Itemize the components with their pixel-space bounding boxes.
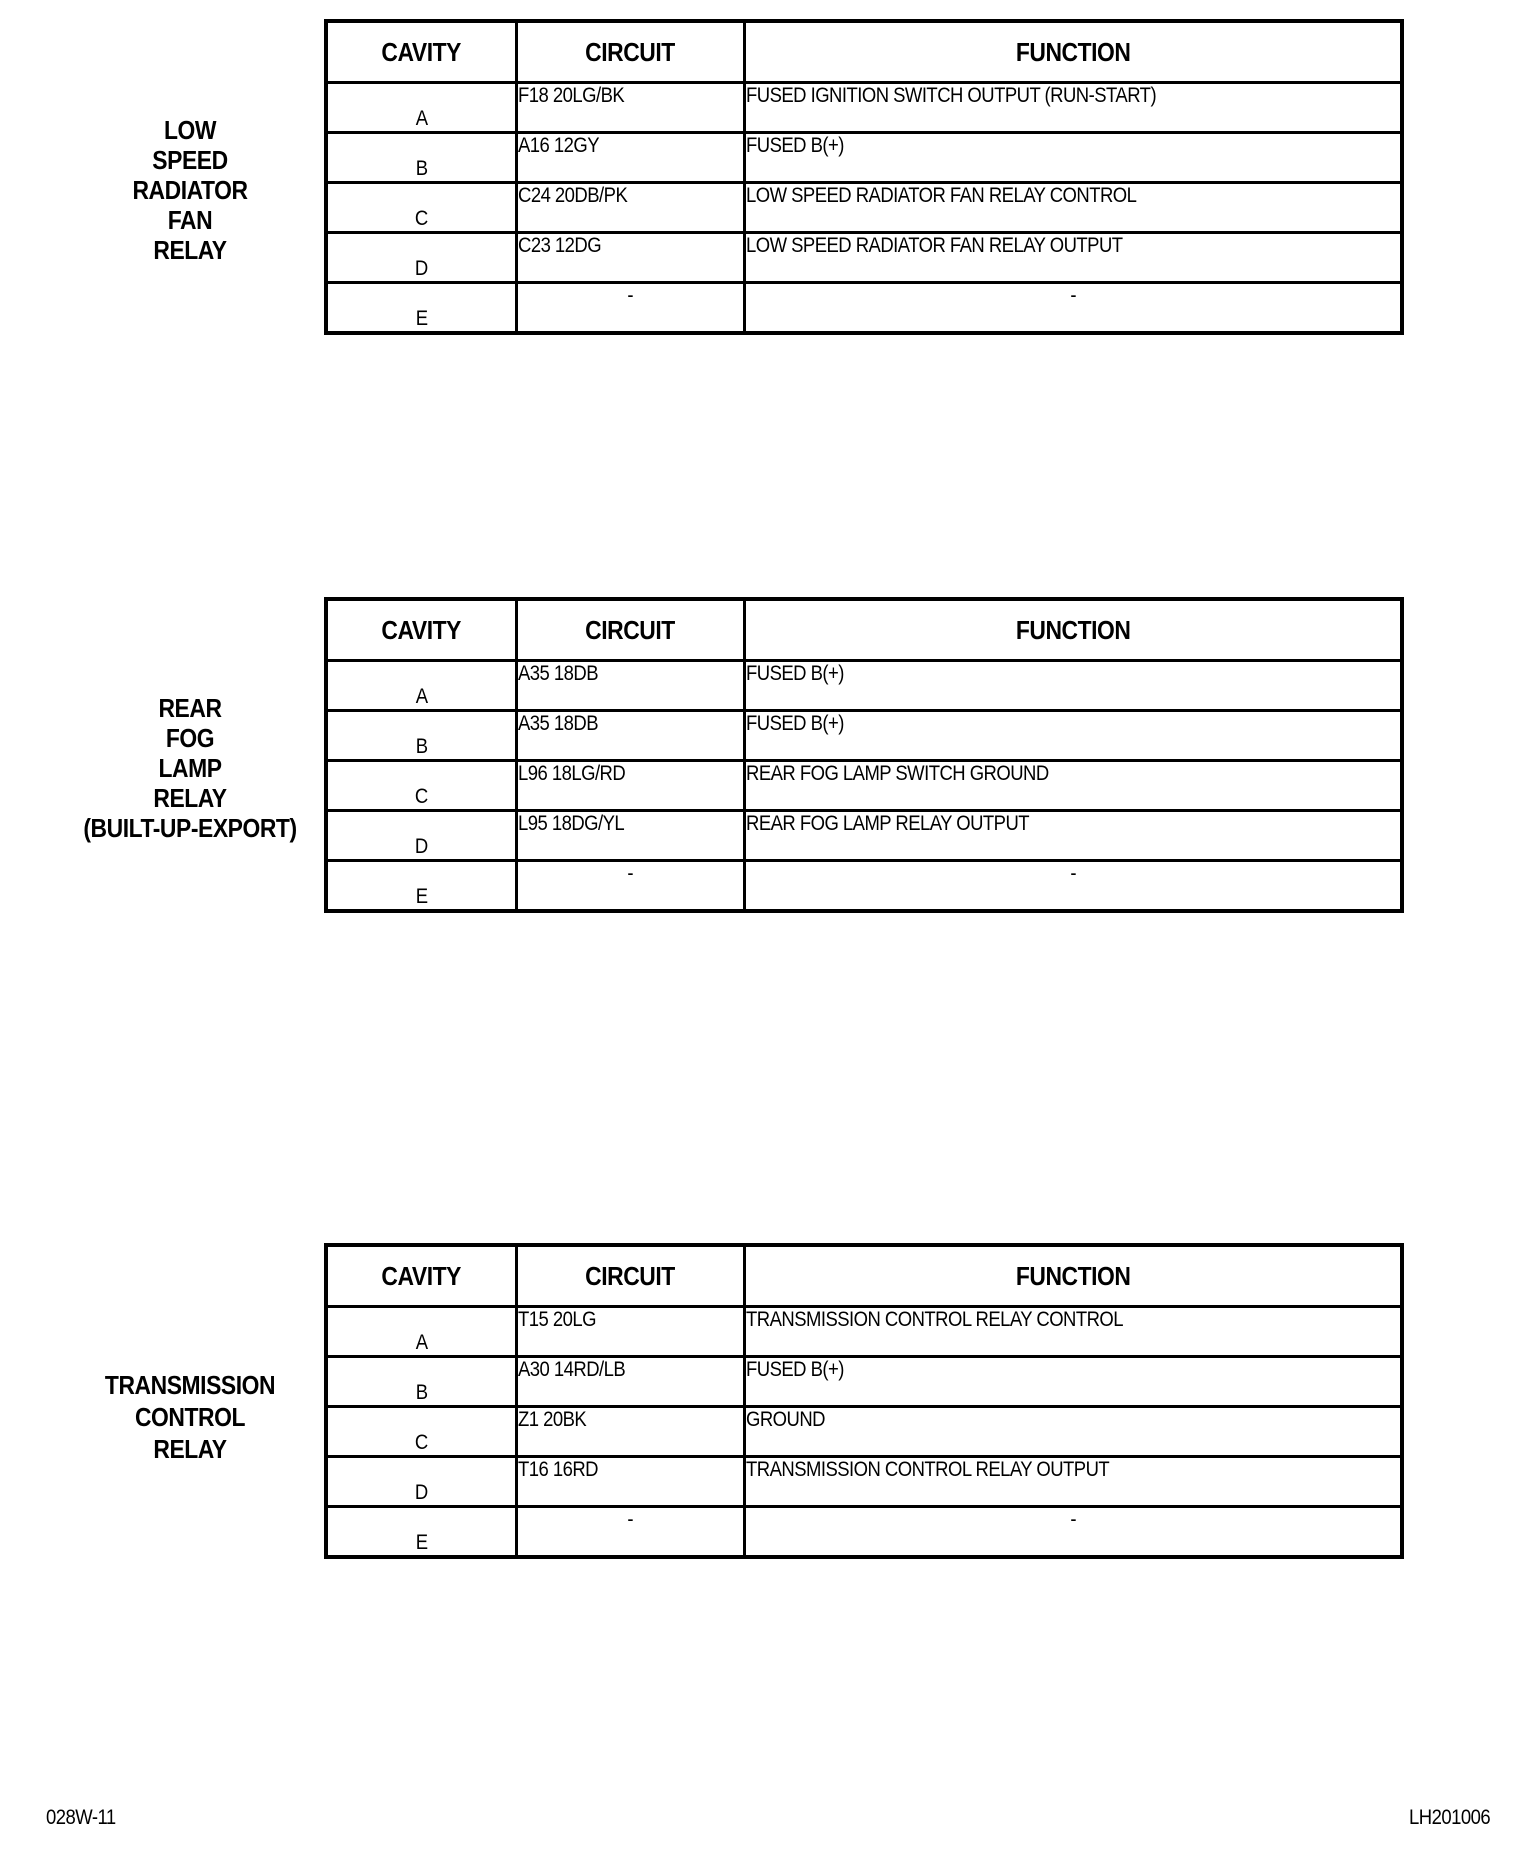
section-label-line: RADIATOR <box>132 175 248 205</box>
section-label-line: CONTROL <box>134 1402 246 1432</box>
table-row <box>326 1457 1402 1507</box>
table-header-row <box>326 1245 1402 1307</box>
circuit-cell: - <box>516 1507 744 1558</box>
table-row <box>326 1357 1402 1407</box>
function-cell: TRANSMISSION CONTROL RELAY CONTROL <box>744 1307 1402 1357</box>
figure-code-left: 028W-11 <box>46 1806 116 1829</box>
pinout-section-low-speed-radiator-fan-relay <box>0 19 1536 333</box>
section-label <box>76 693 305 843</box>
circuit-cell: C23 12DG <box>516 233 744 283</box>
table-header-row <box>326 21 1402 83</box>
function-cell: - <box>744 861 1402 912</box>
section-label-line: FOG <box>165 723 215 753</box>
function-cell: FUSED IGNITION SWITCH OUTPUT (RUN-START) <box>744 83 1402 133</box>
table-row <box>326 861 1402 912</box>
circuit-cell: A30 14RD/LB <box>516 1357 744 1407</box>
circuit-cell: L95 18DG/YL <box>516 811 744 861</box>
circuit-cell: L96 18LG/RD <box>516 761 744 811</box>
table-row <box>326 761 1402 811</box>
cavity-cell: C <box>326 183 516 233</box>
function-header: FUNCTION <box>744 599 1402 661</box>
section-label-line: RELAY <box>153 235 227 265</box>
section-label-line: REAR <box>158 693 222 723</box>
cavity-cell: D <box>326 811 516 861</box>
function-cell: FUSED B(+) <box>744 133 1402 183</box>
table-row <box>326 233 1402 283</box>
cavity-cell: B <box>326 711 516 761</box>
function-header: FUNCTION <box>744 21 1402 83</box>
cavity-cell: A <box>326 83 516 133</box>
table-row <box>326 1507 1402 1558</box>
function-cell: REAR FOG LAMP RELAY OUTPUT <box>744 811 1402 861</box>
function-header: FUNCTION <box>744 1245 1402 1307</box>
circuit-cell: A16 12GY <box>516 133 744 183</box>
cavity-cell: C <box>326 1407 516 1457</box>
circuit-cell: T16 16RD <box>516 1457 744 1507</box>
table-row <box>326 83 1402 133</box>
table-row <box>326 283 1402 334</box>
cavity-cell: A <box>326 1307 516 1357</box>
circuit-header: CIRCUIT <box>516 1245 744 1307</box>
section-label-line: TRANSMISSION <box>104 1370 276 1400</box>
table-row <box>326 1307 1402 1357</box>
circuit-header: CIRCUIT <box>516 599 744 661</box>
cavity-cell: A <box>326 661 516 711</box>
circuit-cell: C24 20DB/PK <box>516 183 744 233</box>
cavity-header: CAVITY <box>326 1245 516 1307</box>
function-cell: - <box>744 1507 1402 1558</box>
circuit-cell: A35 18DB <box>516 711 744 761</box>
function-cell: FUSED B(+) <box>744 1357 1402 1407</box>
section-label <box>76 115 305 265</box>
cavity-cell: C <box>326 761 516 811</box>
table-row <box>326 811 1402 861</box>
function-cell: TRANSMISSION CONTROL RELAY OUTPUT <box>744 1457 1402 1507</box>
function-cell: - <box>744 283 1402 334</box>
circuit-cell: T15 20LG <box>516 1307 744 1357</box>
cavity-header: CAVITY <box>326 599 516 661</box>
cavity-cell: B <box>326 133 516 183</box>
function-cell: REAR FOG LAMP SWITCH GROUND <box>744 761 1402 811</box>
pinout-section-transmission-control-relay <box>0 1243 1536 1557</box>
table-row <box>326 711 1402 761</box>
circuit-header: CIRCUIT <box>516 21 744 83</box>
function-cell: LOW SPEED RADIATOR FAN RELAY OUTPUT <box>744 233 1402 283</box>
function-cell: GROUND <box>744 1407 1402 1457</box>
cavity-cell: E <box>326 1507 516 1558</box>
section-label-line: (BUILT-UP-EXPORT) <box>83 813 297 843</box>
section-label-line: RELAY <box>153 1434 227 1464</box>
circuit-cell: - <box>516 861 744 912</box>
cavity-cell: E <box>326 861 516 912</box>
table-row <box>326 133 1402 183</box>
section-label <box>76 1369 305 1465</box>
figure-code-right: LH201006 <box>1408 1806 1490 1829</box>
cavity-cell: D <box>326 1457 516 1507</box>
table-header-row <box>326 599 1402 661</box>
section-label-line: RELAY <box>153 783 227 813</box>
function-cell: FUSED B(+) <box>744 661 1402 711</box>
section-label-line: LOW <box>163 115 217 145</box>
circuit-cell: F18 20LG/BK <box>516 83 744 133</box>
table-row <box>326 661 1402 711</box>
circuit-cell: - <box>516 283 744 334</box>
table-row <box>326 1407 1402 1457</box>
cavity-cell: D <box>326 233 516 283</box>
pinout-table <box>324 1243 1404 1559</box>
cavity-header: CAVITY <box>326 21 516 83</box>
section-label-line: SPEED <box>152 145 228 175</box>
function-cell: FUSED B(+) <box>744 711 1402 761</box>
circuit-cell: Z1 20BK <box>516 1407 744 1457</box>
section-label-line: LAMP <box>158 753 222 783</box>
table-row <box>326 183 1402 233</box>
cavity-cell: E <box>326 283 516 334</box>
pinout-section-rear-fog-lamp-relay <box>0 597 1536 911</box>
circuit-cell: A35 18DB <box>516 661 744 711</box>
function-cell: LOW SPEED RADIATOR FAN RELAY CONTROL <box>744 183 1402 233</box>
cavity-cell: B <box>326 1357 516 1407</box>
pinout-table <box>324 19 1404 335</box>
section-label-line: FAN <box>167 205 213 235</box>
pinout-table <box>324 597 1404 913</box>
